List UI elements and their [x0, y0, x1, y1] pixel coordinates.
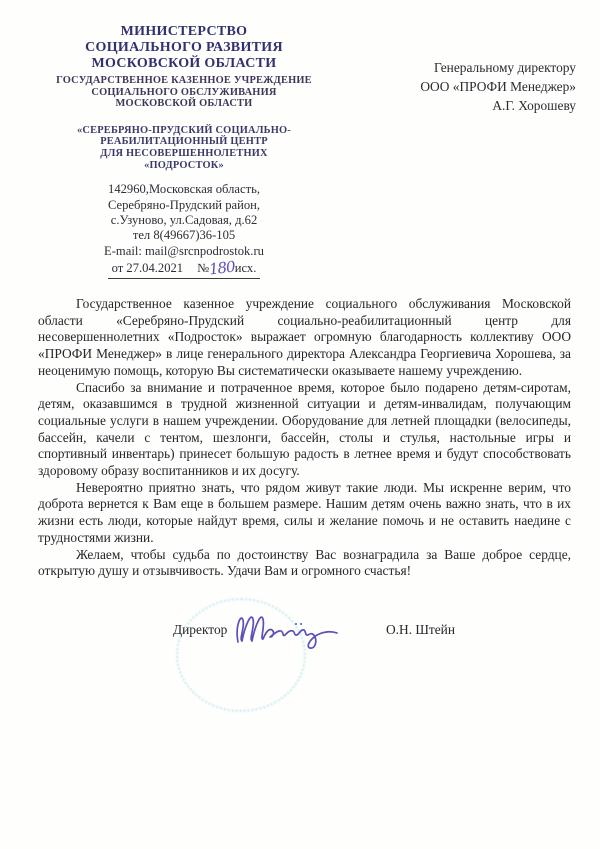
phone-line: тел 8(49667)36-105 [132, 228, 236, 243]
center-name-line: РЕАБИЛИТАЦИОННЫЙ ЦЕНТР [100, 136, 268, 148]
institution-line: МОСКОВСКОЙ ОБЛАСТИ [115, 98, 253, 110]
body-paragraph: Спасибо за внимание и потраченное время, которое было подарено детям-сиротам, детям, оказавшимся в трудной жизненной ситуации и детям-инвалидам, получающим социальные услуги в нашем учреждении. Оборудование для летней площадки (велосипеды, бассейн, качели с тентом, шезлонги, бассейн, столы и стулья, настольные игры и спортивный инвентарь) принесет большую радость в летнее время и будут способствовать здоровому образу воспитанников и их досугу. [38, 379, 571, 479]
addressee-block [326, 58, 576, 116]
director-signature-handwriting [230, 604, 342, 656]
institution-line: СОЦИАЛЬНОГО ОБСЛУЖИВАНИЯ [91, 86, 277, 98]
email-line: E-mail: mail@srcnpodrostok.ru [104, 243, 264, 258]
signer-title: Директор [173, 622, 228, 637]
ministry-line: СОЦИАЛЬНОГО РАЗВИТИЯ [85, 40, 283, 55]
address-line: 142960,Московская область, [108, 182, 260, 197]
body-paragraph: Невероятно приятно знать, что рядом живут такие люди. Мы искренне верим, что доброта вернется к Вам еще в большем размере. Нашим детям очень важно знать, что в их жизни есть люди, которые найдут время, силы и желание помочь и не оставить наедине с трудностями жизни. [38, 479, 571, 545]
ref-date: от 27.04.2021 [111, 261, 184, 276]
ref-number-handwritten: 180 [208, 257, 236, 279]
addressee-name: А.Г. Хорошеву [492, 98, 576, 114]
center-name-line: «ПОДРОСТОК» [144, 159, 224, 171]
center-name [30, 125, 338, 171]
letterhead [30, 24, 338, 279]
center-name-line: «СЕРЕБРЯНО-ПРУДСКИЙ СОЦИАЛЬНО- [77, 124, 291, 136]
ministry-name [30, 24, 338, 72]
ministry-line: МИНИСТЕРСТВО [120, 24, 248, 39]
body-paragraph: Желаем, чтобы судьба по достоинству Вас вознаградила за Ваше доброе сердце, открытую душу и отзывчивость. Удачи Вам и огромного счастья! [38, 546, 571, 579]
address-line: с.Узуново, ул.Садовая, д.62 [110, 212, 258, 227]
reference-line [108, 257, 261, 279]
center-name-line: ДЛЯ НЕСОВЕРШЕННОЛЕТНИХ [100, 147, 268, 159]
addressee-company: ООО «ПРОФИ Менеджер» [420, 79, 576, 95]
ref-suffix: исх. [234, 261, 257, 276]
ministry-line: МОСКОВСКОЙ ОБЛАСТИ [91, 56, 277, 71]
letter-body [38, 296, 571, 580]
institution-type [30, 75, 338, 110]
institution-line: ГОСУДАРСТВЕННОЕ КАЗЕННОЕ УЧРЕЖДЕНИЕ [56, 75, 312, 86]
body-paragraph: Государственное казенное учреждение социального обслуживания Московской области «Серебряно-Прудский социально-реабилитационный центр для несовершеннолетних «Подросток» выражает огромную благодарность коллективу ООО «ПРОФИ Менеджер» в лице генерального директора Александра Георгиевича Хорошева, за неоценимую помощь, которую Вы систематически оказываете нашему учреждению. [38, 296, 571, 378]
signer-name: О.Н. Штейн [386, 622, 456, 637]
ref-number-sign: № [197, 261, 210, 276]
addressee-position: Генеральному директору [434, 60, 576, 75]
contact-address [30, 182, 338, 259]
reference-line-wrap [30, 259, 338, 278]
address-line: Серебряно-Прудский район, [107, 197, 261, 212]
